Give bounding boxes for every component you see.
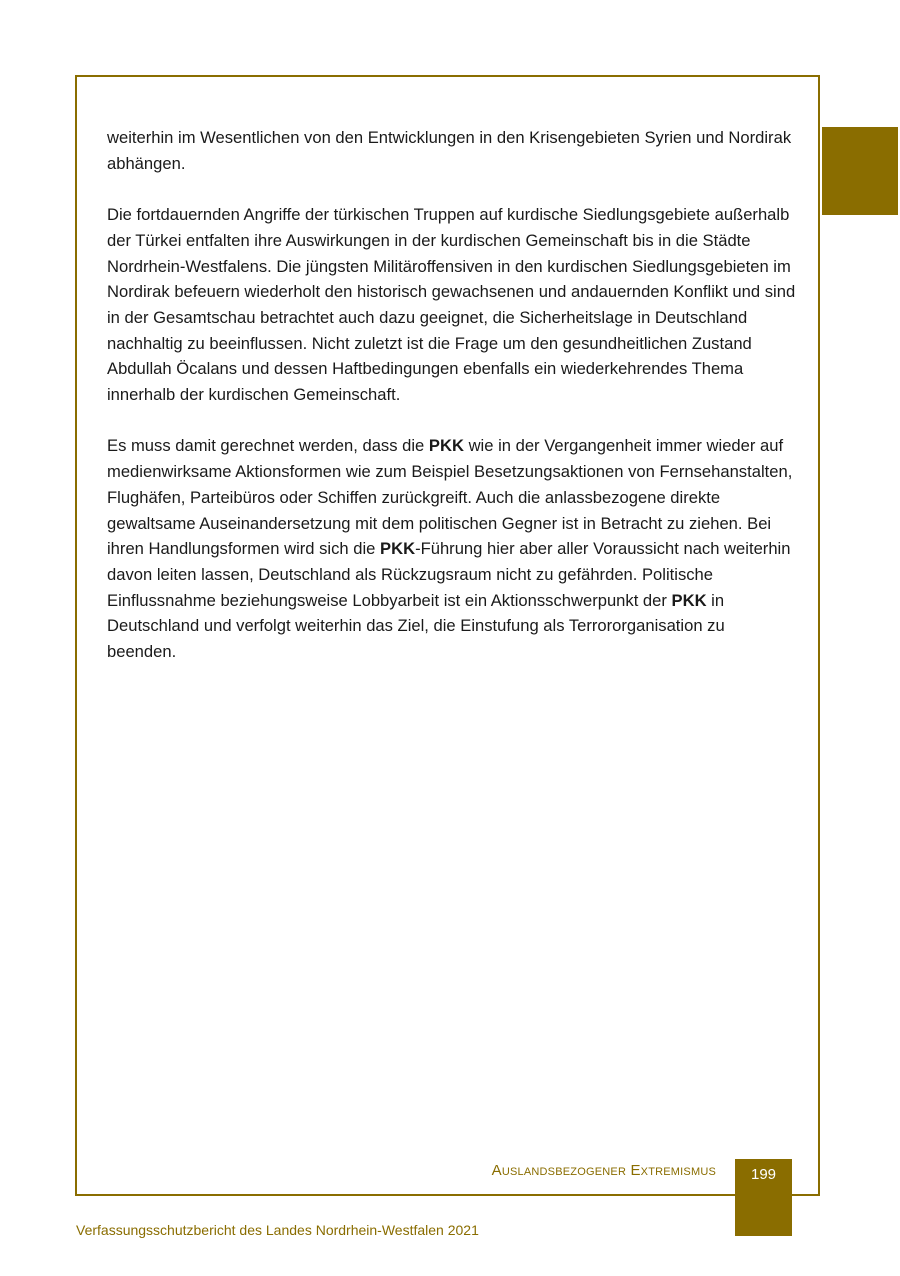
body-text	[107, 125, 797, 690]
text-run: wie in der Vergangenheit immer wieder auf medienwirksame Aktionsformen wie zum Beispiel Besetzungsaktionen von Fernsehanstalten, Flughäfen, Parteibüros oder Schiffen zurückgreift. Auch die anlassbezogene direkte gewaltsame Auseinandersetzung mit dem politischen Gegner ist in Betracht zu ziehen. Bei ihren Handlungsformen wird sich die	[107, 436, 793, 559]
bold-term: PKK	[671, 590, 707, 610]
text-run: Die fortdauernden Angriffe der türkischen Truppen auf kurdische Siedlungsgebiete außerhalb der Türkei entfalten ihre Auswirkungen in der kurdischen Gemeinschaft bis in die Städte Nordrhein-Westfalens. Die jüngsten Militäroffensiven in den kurdischen Siedlungsgebieten im Nordirak befeuern wiederholt den historisch gewachsenen und andauernden Konflikt und sind in der Gesamtschau betrachtet auch dazu geeignet, die Sicherheitslage in Deutschland nachhaltig zu beeinflussen. Nicht zuletzt ist die Frage um den gesundheitlichen Zustand Abdullah Öcalans und dessen Haftbedingungen ebenfalls ein wiederkehrendes Thema innerhalb der kurdischen Gemeinschaft.	[107, 205, 796, 405]
chapter-marker-tab	[822, 127, 898, 215]
page-number-box	[735, 1159, 792, 1236]
publication-footer: Verfassungsschutzbericht des Landes Nordrhein-Westfalen 2021	[76, 1222, 479, 1238]
bold-term: PKK	[380, 539, 416, 559]
text-run: Es muss damit gerechnet werden, dass die	[107, 436, 429, 456]
text-run: in Deutschland und verfolgt weiterhin das Ziel, die Einstufung als Terrororganisation zu beenden.	[107, 590, 725, 662]
paragraph-1	[107, 125, 797, 176]
text-run: -Führung hier aber aller Voraussicht nach weiterhin davon leiten lassen, Deutschland als Rückzugsraum nicht zu gefährden. Politische Einflussnahme beziehungsweise Lobbyarbeit ist ein Aktionsschwerpunkt der	[107, 539, 791, 610]
page-number: 199	[750, 1166, 777, 1183]
paragraph-3	[107, 433, 797, 664]
section-label: Auslandsbezogener Extremismus	[491, 1162, 716, 1179]
text-run: weiterhin im Wesentlichen von den Entwicklungen in den Krisengebieten Syrien und Nordirak abhängen.	[107, 128, 792, 173]
paragraph-2	[107, 202, 797, 408]
bold-term: PKK	[428, 436, 464, 456]
